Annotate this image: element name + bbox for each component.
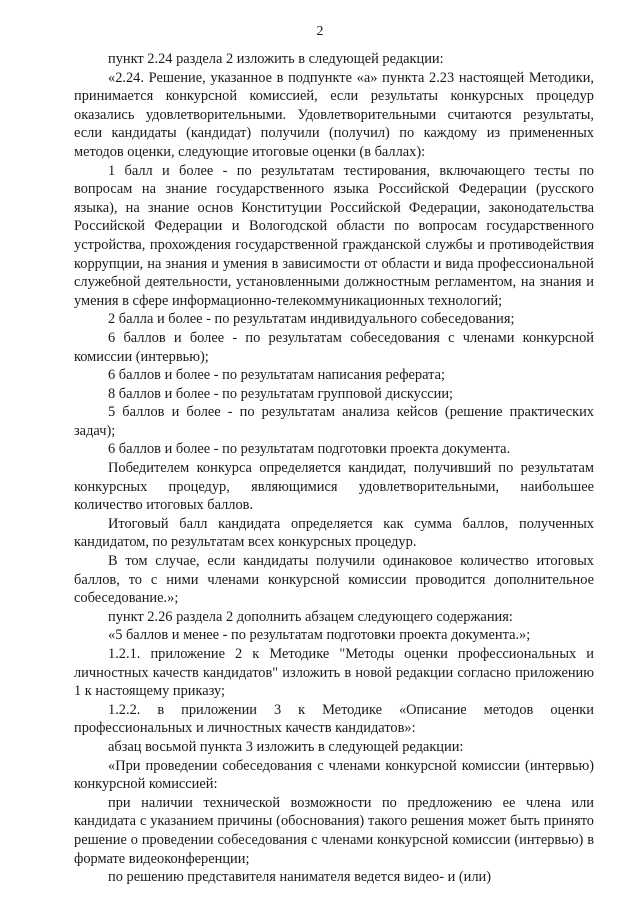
paragraph: 5 баллов и более - по результатам анализа кейсов (решение практических задач); (74, 404, 594, 439)
page-number: 2 (316, 24, 324, 39)
paragraph: 2 балла и более - по результатам индивидуального собеседования; (108, 311, 515, 328)
paragraph: 6 баллов и более - по результатам собеседования с членами конкурсной комиссии (интервью); (74, 329, 594, 365)
paragraph: при наличии технической возможности по предложению ее члена или кандидата с указанием причины (обоснования) такого решения может быть принято решение о проведении собеседования с членами конкурсной комиссии (интервью) в формате видеоконференции; (74, 794, 594, 867)
paragraph: Победителем конкурса определяется кандидат, получивший по результатам конкурсных процедур, являющимися удовлетворительными, наибольшее количество итоговых баллов. (74, 460, 594, 514)
paragraph: 8 баллов и более - по результатам групповой дискуссии; (108, 385, 454, 402)
paragraph: «5 баллов и менее - по результатам подготовки проекта документа.»; (108, 627, 531, 644)
paragraph: «2.24. Решение, указанное в подпункте «а» пункта 2.23 настоящей Методики, принимается конкурсной комиссией, если результаты конкурсных процедур оказались удовлетворительными. Удовлетворительными считаются результаты, если кандидаты (кандидат) получили (получил) по каждому из примененных методов оценки, следующие итоговые оценки (в баллах): (74, 69, 594, 160)
paragraph: пункт 2.24 раздела 2 изложить в следующей редакции: (108, 51, 444, 67)
paragraph: абзац восьмой пункта 3 изложить в следующей редакции: (108, 738, 464, 755)
paragraph: Итоговый балл кандидата определяется как сумма баллов, полученных кандидатом, по результатам всех конкурсных процедур. (74, 515, 594, 551)
paragraph: 1 балл и более - по результатам тестирования, включающего тесты по вопросам на знание государственного языка Российской Федерации (русского языка), на знание основ Конституции Российской Федерации, законодательства Российской Федерации и Вологодской области по вопросам государственного устройства, прохождения государственной гражданской службы и противодействия коррупции, на знания и умения в зависимости от области и вида профессиональной служебной деятельности, установленными должностным регламентом, на знания и умения в сфере информационно-телекоммуникационных технологий; (74, 162, 594, 309)
document-body (74, 50, 594, 887)
paragraph: «При проведении собеседования с членами конкурсной комиссии (интервью) конкурсной комиссией: (74, 757, 594, 793)
paragraph: 6 баллов и более - по результатам подготовки проекта документа. (108, 441, 511, 458)
paragraph: по решению представителя нанимателя ведется видео- и (или) (108, 869, 492, 886)
paragraph: 1.2.1. приложение 2 к Методике "Методы оценки профессиональных и личностных качеств кандидатов" изложить в новой редакции согласно приложению 1 к настоящему приказу; (74, 646, 594, 700)
paragraph: 1.2.2. в приложении 3 к Методике «Описание методов оценки профессиональных и личностных качеств кандидатов»: (74, 701, 594, 737)
paragraph: пункт 2.26 раздела 2 дополнить абзацем следующего содержания: (108, 608, 513, 625)
paragraph: 6 баллов и более - по результатам написания реферата; (108, 367, 445, 384)
paragraph: В том случае, если кандидаты получили одинаковое количество итоговых баллов, то с ними членами конкурсной комиссии проводится дополнительное собеседование.»; (74, 553, 594, 607)
